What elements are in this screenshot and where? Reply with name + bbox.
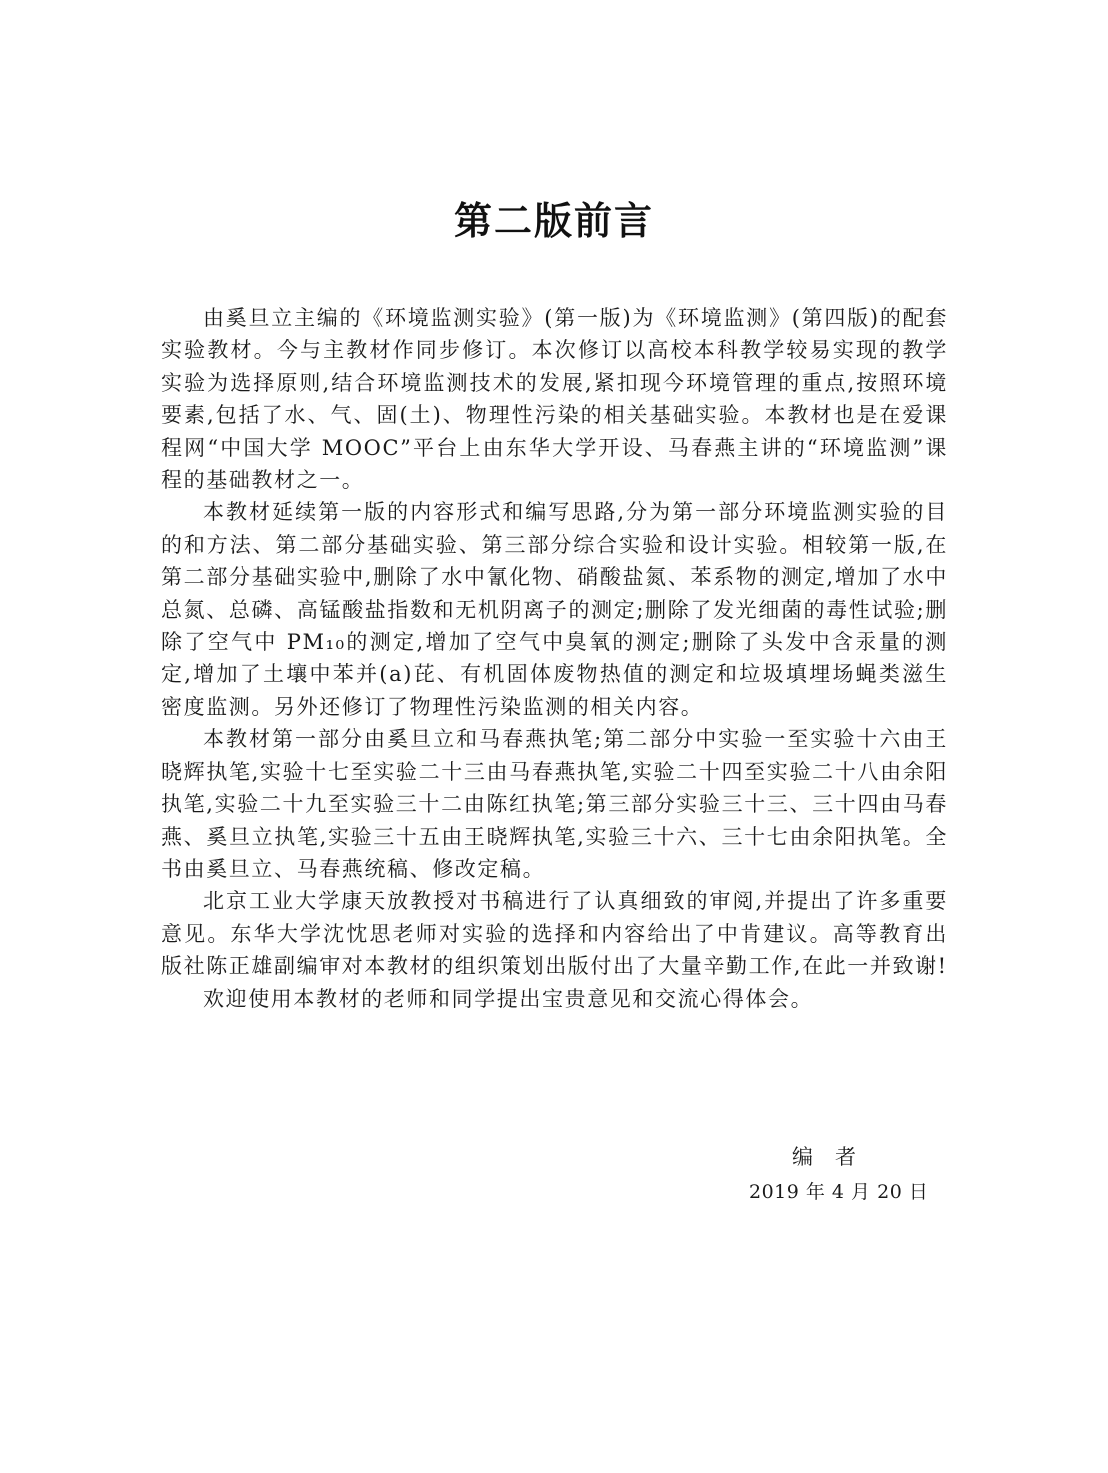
paragraph-1: 由奚旦立主编的《环境监测实验》(第一版)为《环境监测》(第四版)的配套实验教材。今与主教材作同步修订。本次修订以高校本科教学较易实现的教学实验为选择原则,结合环境监测技术的发展,紧扣现今环境管理的重点,按照环境要素,包括了水、气、固(土)、物理性污染的相关基础实验。本教材也是在爱课程网“中国大学 MOOC”平台上由东华大学开设、马春燕主讲的“环境监测”课程的基础教材之一。 [161,306,948,493]
author-signature: 编者 [792,1145,878,1169]
preface-body [161,302,948,1015]
paragraph-3: 本教材第一部分由奚旦立和马春燕执笔;第二部分中实验一至实验十六由王晓辉执笔,实验十七至实验二十三由马春燕执笔,实验二十四至实验二十八由余阳执笔,实验二十九至实验三十二由陈红执笔;第三部分实验三十三、三十四由马春燕、奚旦立执笔,实验三十五由王晓辉执笔,实验三十六、三十七由余阳执笔。全书由奚旦立、马春燕统稿、修改定稿。 [161,727,948,881]
signature-date: 2019 年 4 月 20 日 [749,1181,929,1203]
paragraph-5: 欢迎使用本教材的老师和同学提出宝贵意见和交流心得体会。 [203,986,814,1011]
paragraph-4: 北京工业大学康天放教授对书稿进行了认真细致的审阅,并提出了许多重要意见。东华大学沈忱思老师对实验的选择和内容给出了中肯建议。高等教育出版社陈正雄副编审对本教材的组织策划出版付出了大量辛勤工作,在此一并致谢! [161,889,948,979]
paragraph-2: 本教材延续第一版的内容形式和编写思路,分为第一部分环境监测实验的目的和方法、第二部分基础实验、第三部分综合实验和设计实验。相较第一版,在第二部分基础实验中,删除了水中氰化物、硝酸盐氮、苯系物的测定,增加了水中总氮、总磷、高锰酸盐指数和无机阴离子的测定;删除了发光细菌的毒性试验;删除了空气中 PM₁₀的测定,增加了空气中臭氧的测定;删除了头发中含汞量的测定,增加了土壤中苯并(a)芘、有机固体废物热值的测定和垃圾填埋场蝇类滋生密度监测。另外还修订了物理性污染监测的相关内容。 [161,500,948,719]
page-title: 第二版前言 [453,199,654,243]
